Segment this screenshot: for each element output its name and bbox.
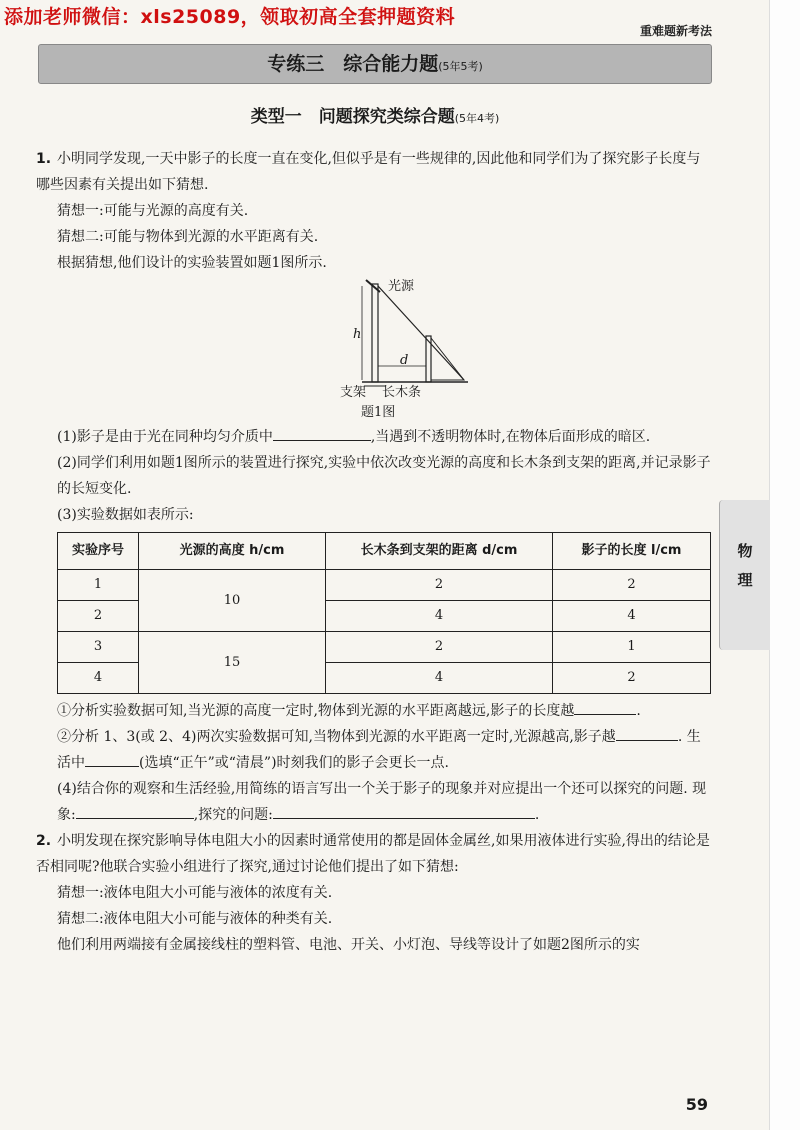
label-stand: 支架	[340, 385, 367, 400]
table-cell: 4	[326, 663, 553, 694]
table-header-row	[58, 533, 711, 570]
q1-guess3: 根据猜想,他们设计的实验装置如题1图所示.	[57, 255, 327, 271]
chapter-banner	[38, 44, 712, 84]
q1-conclusion2-text-c: (选填“正午”或“清晨”)时刻我们的影子会更长一点.	[139, 755, 450, 771]
q1-part3: (3)实验数据如表所示:	[57, 507, 194, 523]
table-cell: 2	[326, 570, 553, 601]
q1-intro	[36, 146, 712, 198]
table-header: 实验序号	[58, 533, 139, 570]
page-number: 59	[685, 1095, 708, 1114]
banner-sub: (5年5考)	[438, 60, 483, 73]
side-tab-char: 理	[737, 571, 753, 589]
q1-part4-text-a: (4)结合你的观察和生活经验,用简练的语言写出一个关于影子的现象并对应提出一个还可以探究的问题. 现象:	[57, 781, 707, 823]
q1-conclusion1-end: .	[636, 703, 641, 719]
table-cell: 3	[58, 632, 139, 663]
table-cell: 1	[58, 570, 139, 601]
banner-title: 专练三 综合能力题	[267, 53, 439, 75]
q1-part1-text-b: ,当遇到不透明物体时,在物体后面形成的暗区.	[370, 429, 651, 445]
table-cell: 4	[58, 663, 139, 694]
q1-part4-text-b: ,探究的问题:	[193, 807, 273, 823]
q1-part1	[36, 424, 712, 450]
q2-guess2: 猜想二:液体电阻大小可能与液体的种类有关.	[57, 911, 333, 927]
q1-part2: (2)同学们利用如题1图所示的装置进行探究,实验中依次改变光源的高度和长木条到支架的距离,并记录影子的长短变化.	[57, 455, 711, 497]
header-title: 重难题新考法	[639, 24, 712, 38]
q1-guess1: 猜想一:可能与光源的高度有关.	[57, 203, 249, 219]
q1-part4	[36, 776, 712, 828]
content	[36, 146, 712, 958]
answer-blank[interactable]	[616, 724, 678, 741]
q1-part1-text-a: (1)影子是由于光在同种均匀介质中	[57, 429, 273, 445]
table-row	[58, 632, 711, 663]
watermark: 添加老师微信：xls25089，领取初高全套押题资料	[4, 6, 456, 28]
data-table	[57, 532, 711, 694]
table-cell: 4	[553, 601, 711, 632]
q2-number: 2.	[36, 833, 52, 849]
figure-1	[36, 278, 712, 424]
table-cell: 2	[58, 601, 139, 632]
q2-intro-text: 小明发现在探究影响导体电阻大小的因素时通常使用的都是固体金属丝,如果用液体进行实验,得出的结论是否相同呢?他联合实验小组进行了探究,通过讨论他们提出了如下猜想:	[36, 833, 710, 875]
label-light-source: 光源	[388, 279, 415, 294]
page-edge	[769, 0, 800, 1130]
table-header: 影子的长度 l/cm	[553, 533, 711, 570]
table-cell: 1	[553, 632, 711, 663]
q1-part4-text-c: .	[534, 807, 540, 823]
table-cell: 15	[139, 632, 326, 694]
table-header: 长木条到支架的距离 d/cm	[326, 533, 553, 570]
q1-conclusion1	[36, 698, 712, 724]
side-tab-char: 物	[737, 542, 753, 560]
answer-blank[interactable]	[85, 750, 139, 767]
q1-conclusion2-text-a: ②分析 1、3(或 2、4)两次实验数据可知,当物体到光源的水平距离一定时,光源越高,影子越	[57, 729, 616, 745]
label-d: d	[400, 353, 409, 368]
label-h: h	[353, 327, 362, 342]
q1-intro-text: 小明同学发现,一天中影子的长度一直在变化,但似乎是有一些规律的,因此他和同学们为了探究影子长度与哪些因素有关提出如下猜想.	[36, 151, 701, 193]
answer-blank[interactable]	[273, 802, 535, 819]
table-header: 光源的高度 h/cm	[139, 533, 326, 570]
answer-blank[interactable]	[574, 698, 636, 715]
table-cell: 2	[553, 663, 711, 694]
answer-blank[interactable]	[76, 802, 194, 819]
table-cell: 4	[326, 601, 553, 632]
table-cell: 10	[139, 570, 326, 632]
section-sub: (5年4考)	[454, 112, 500, 125]
section-title-text: 类型一 问题探究类综合题	[250, 107, 455, 127]
q2-intro	[36, 828, 712, 880]
label-bar: 长木条	[382, 385, 422, 400]
table-row	[58, 570, 711, 601]
q1-conclusion2	[36, 724, 712, 776]
q2-guess1: 猜想一:液体电阻大小可能与液体的浓度有关.	[57, 885, 333, 901]
q1-conclusion2-text-b: . 生活中	[57, 729, 701, 771]
q1-conclusion1-text: ①分析实验数据可知,当光源的高度一定时,物体到光源的水平距离越远,影子的长度越	[57, 703, 575, 719]
table-cell: 2	[326, 632, 553, 663]
section-title	[0, 102, 750, 127]
q1-guess2: 猜想二:可能与物体到光源的水平距离有关.	[57, 229, 319, 245]
q1-number: 1.	[36, 151, 52, 167]
table-cell: 2	[553, 570, 711, 601]
subject-tab	[719, 500, 770, 650]
answer-blank[interactable]	[273, 424, 371, 441]
q2-guess3: 他们利用两端接有金属接线柱的塑料管、电池、开关、小灯泡、导线等设计了如题2图所示的实	[57, 937, 640, 953]
figure-caption: 题1图	[361, 405, 396, 420]
